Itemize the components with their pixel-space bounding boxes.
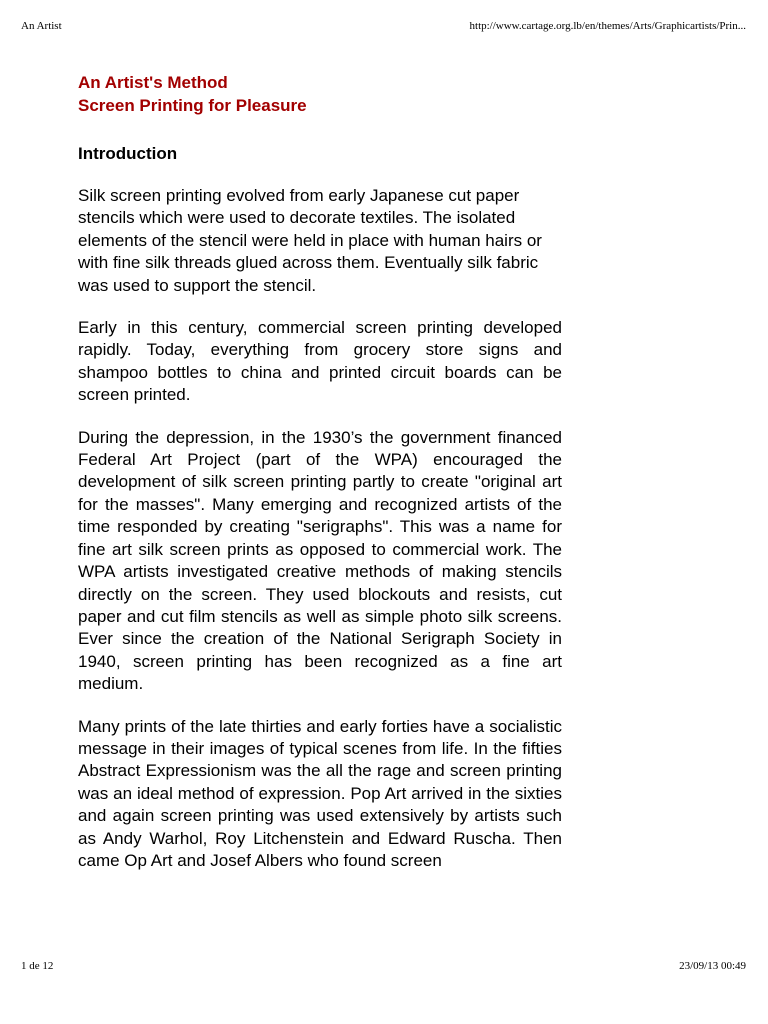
article-title: [78, 71, 562, 117]
paragraph-1: Silk screen printing evolved from early Japanese cut paper stencils which were used to decorate textiles. The isolated elements of the stencil were held in place with human hairs or with fine silk threads glued across them. Eventually silk fabric was used to support the stencil.: [78, 186, 542, 295]
section-heading-introduction: Introduction: [78, 144, 178, 163]
print-header-title: An Artist: [21, 20, 62, 32]
paragraph-3: During the depression, in the 1930’s the government financed Federal Art Project (part of the WPA) encouraged the development of silk screen printing partly to create "original art for the masses". Many emerging and recognized artists of the time responded by creating "serigraphs". This was a name for fine art silk screen prints as opposed to commercial work. The WPA artists investigated creative methods of making stencils directly on the screen. They used blockouts and resists, cut paper and cut film stencils as well as simple photo silk screens. Ever since the creation of the National Serigraph Society in 1940, screen printing has been recognized as a fine art medium.: [78, 427, 562, 694]
print-footer-page-number: 1 de 12: [21, 960, 54, 972]
paragraph-4: Many prints of the late thirties and early forties have a socialistic message in their images of typical scenes from life. In the fifties Abstract Expressionism was the all the rage and screen printing was an ideal method of expression. Pop Art arrived in the sixties and again screen printing was used extensively by artists such as Andy Warhol, Roy Litchenstein and Edward Ruscha. Then came Op Art and Josef Albers who found screen: [78, 716, 562, 870]
print-header-url: http://www.cartage.org.lb/en/themes/Arts/Graphicartists/Prin...: [469, 20, 746, 32]
article: [78, 71, 562, 872]
article-title-line-2: Screen Printing for Pleasure: [78, 96, 307, 115]
article-title-line-1: An Artist's Method: [78, 73, 228, 92]
print-footer-datetime: 23/09/13 00:49: [679, 960, 746, 972]
paragraph-2: Early in this century, commercial screen printing developed rapidly. Today, everything from grocery store signs and shampoo bottles to china and printed circuit boards can be screen printed.: [78, 318, 562, 405]
